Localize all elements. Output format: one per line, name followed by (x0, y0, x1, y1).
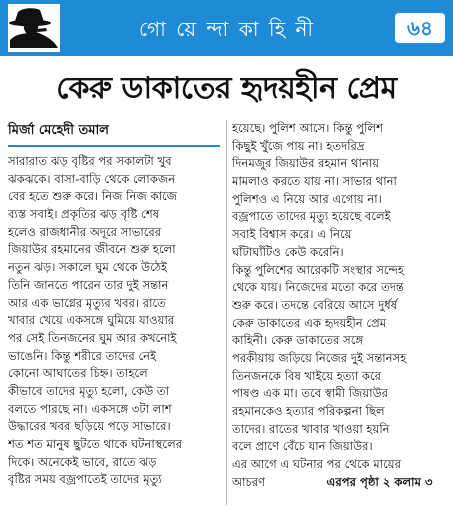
article-text-line: হলেও রাজধানীর অদূরে সাভারের (8, 224, 162, 239)
article-text-line: মামলাও করতে যায় না। সাভার থানা (232, 174, 397, 189)
article-text-line: জিয়াউর রহমানের জীবনে শুরু হলো (8, 242, 176, 257)
article-text-line: কোনো আঘাতের চিহ্ন। তাহলে (8, 366, 148, 381)
article-byline: মির্জা মেহেদী তমাল (8, 123, 109, 138)
article-text-line: বলতে পারছে না। একসঙ্গে ৩টা লাশ (8, 401, 172, 416)
article-text-line: হয়েছে। পুলিশ আসে। কিন্তু পুলিশ (232, 121, 383, 135)
article-text-line: ঘাঁটাঘাঁটিও কেউ করেনি। (232, 244, 344, 259)
article-text-line: নতুন ঝড়। সকালে ঘুম থেকে উঠেই (8, 260, 168, 275)
article-text-line: বৃষ্টির সময় বজ্রপাতেই তাদের মৃত্যু (8, 472, 162, 487)
article-text-line: পাষণ্ড এক মা। তবে স্বামী জিয়াউর (232, 386, 389, 401)
article-text-line: শত শত মানুষ ছুটতে থাকে ঘটনাস্থলের (8, 437, 183, 451)
article-text-line: কিছুই খুঁজে পায় না। হতদরিদ্র (232, 138, 365, 153)
section-header (0, 0, 453, 56)
detective-silhouette-icon (8, 4, 60, 52)
article-text-line: ব্যস্ত সবাই। প্রকৃতির ঝড় বৃষ্টি শেষ (8, 207, 160, 222)
article-column-right (232, 120, 446, 491)
article-text-line: শুরু করে। তদন্তে বেরিয়ে আসে দুর্ধর্ষ (232, 297, 398, 312)
article-text-line: রহমানকেও হত্যার পরিকল্পনা ছিল (232, 404, 385, 418)
article-text-line: এর আগে এ ঘটনার পর থেকে মায়ের (232, 457, 401, 472)
continuation-note[interactable]: এরপর পৃষ্ঠা ২ কলাম ৩ (326, 474, 433, 489)
page-number-badge: ৬৪ (395, 13, 445, 43)
article-text-line: থেকে যায়। নিজেদের মতো করে তদন্ত (232, 280, 404, 295)
article-end-line (232, 474, 446, 492)
article-text-line: বের হতে শুরু করে। নিজ নিজ কাজে (8, 189, 177, 204)
column-divider (226, 120, 227, 505)
article-text-line: তিনজনকে বিষ খাইয়ে হত্যা করে (232, 368, 382, 383)
article-text-line: তিনি জানতে পারেন তার দুই সন্তান (8, 277, 169, 292)
article-text-line: সবাই বিশ্বাস করে। এ নিয়ে (232, 227, 352, 242)
article-text-line: দিকে। অনেকেই ভাবে, রাতে ঝড় (8, 454, 157, 469)
article-column-left (8, 153, 222, 489)
article-text-line: কীভাবে তাদের মৃত্যু হলো, কেউ তা (8, 383, 169, 398)
article-text-line: বলে প্রাণে বেঁচে যান জিয়াউর। (232, 439, 373, 454)
byline-divider (8, 145, 220, 147)
article-text-line: কাহিনী। কেরু ডাকাতের সঙ্গে (232, 333, 364, 348)
article-text-line: পরকীয়ায় জড়িয়ে নিজের দুই সন্তানসহ (232, 350, 407, 365)
article-text-line: পর সেই তিনজনের ঘুম আর কখনোই (8, 330, 177, 345)
article-text-line: বজ্রপাতে তাদের মৃত্যু হয়েছে বলেই (232, 209, 391, 224)
article-text-line: কেরু ডাকাতের এক হৃদয়হীন প্রেম (232, 315, 387, 330)
article-text-line: পুলিশও এ নিয়ে আর এগোয় না। (232, 191, 382, 206)
article-text-line: ভাঙেনি। কিন্তু শরীরে তাদের নেই (8, 348, 157, 363)
article-text-line: কিন্তু পুলিশের আরেকটি সংস্থার সন্দেহ (232, 262, 404, 277)
article-text-line: সারারাত ঝড় বৃষ্টির পর সকালটা খুব (8, 154, 172, 168)
article-text-line: খাবার খেয়ে একসঙ্গে ঘুমিয়ে যাওয়ার (8, 313, 175, 328)
article-text-line: তাদের। রাতের খাবার খাওয়া হয়নি (232, 421, 390, 436)
article-text-line: উদ্ধারের খবর ছড়িয়ে পড়ে সাভারে। (8, 419, 171, 434)
section-title: গো য়ে ন্দা কা হি নী (138, 17, 316, 41)
article-headline: কেরু ডাকাতের হৃদয়হীন প্রেম (56, 71, 397, 106)
article-text-fragment: আচরণ (232, 474, 266, 489)
article-text-line: আর এক ভাগ্নের মৃত্যুর খবর। রাতে (8, 295, 166, 310)
article-text-line: দিনমজুর জিয়াউর রহমান থানায় (232, 156, 380, 171)
article-text-line: ঝকঝকে। বাসা-বাড়ি থেকে লোকজন (8, 171, 176, 186)
